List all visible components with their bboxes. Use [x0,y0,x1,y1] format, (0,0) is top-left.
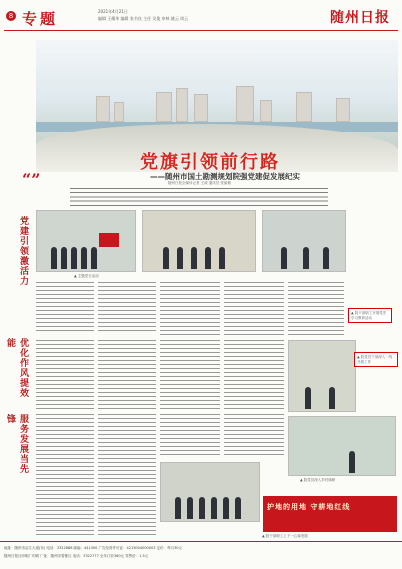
photo-person [187,497,193,519]
masthead: 随州日报 [330,10,390,26]
text-column [98,414,156,538]
hero-building [176,88,188,122]
text-column [224,282,284,336]
photo-training [262,210,346,272]
hero-building [260,100,272,122]
photo-person [61,247,67,269]
photo-team [160,462,260,522]
article-byline: 随州日报全媒体记者 王淑 通讯员 张丽楠 [168,181,231,185]
photo-person [329,387,335,409]
photo-person [281,247,287,269]
header-rule [4,30,398,31]
photo-person [191,247,197,269]
hero-building [296,92,312,122]
photo-person [91,247,97,269]
article-title: 党旗引领前行路 [140,152,280,173]
slogan-banner-photo: 护地的用地 守耕地红线 [263,496,397,532]
text-column [288,282,344,336]
section-heading-1: 党建引领激活力 [18,216,28,286]
page-header [0,0,402,38]
page-number: 8 [6,11,16,21]
photo-person [51,247,57,269]
photo-person [163,247,169,269]
photo-person [223,497,229,519]
hero-building [114,102,124,122]
photo-person [323,247,329,269]
photo-group-outdoor [142,210,256,272]
footer-line-1: 地址：随州市沿江大道(东) 电话：3322888 邮编：441300 广告经营许可证：4213004000003 定价：每月30元 [4,546,183,550]
hero-building [156,92,172,122]
photo-caption-2: ▲ 院党员深入乡村调研 [300,478,336,482]
lead-paragraph [70,188,328,206]
photo-person [71,247,77,269]
text-column [36,414,94,538]
text-column [98,340,156,410]
text-column [36,282,94,332]
photo-party-day [36,210,136,272]
date-line: 2021年4月21日 [98,9,128,14]
article-subtitle: ——随州市国土勘测规划院强党建促发展纪实 [150,172,300,181]
text-column [224,340,284,410]
text-column [160,414,220,456]
photo-person [199,497,205,519]
photo-caption-box-2: ▲ 院党员干部深入一线开展工作 [354,352,398,367]
photo-person [219,247,225,269]
photo-caption-3: ▲ 院干部职工上下一心谋发展 [262,534,308,538]
red-flag [99,233,119,247]
hero-building [96,96,110,122]
photo-caption-1: ▲ 主题党日活动 [74,274,99,278]
footer-line-2: 随州日报社印刷厂印刷 厂址：随州市曾都区 电话：3322777 全年订价360元 零售价：1.5元 [4,554,149,558]
page-footer [0,541,402,569]
photo-person [81,247,87,269]
hero-building [194,94,208,122]
section-heading-3: 服务发展当先锋 [5,414,28,474]
section-heading-2: 优化作风提效能 [5,338,28,398]
photo-gps-survey [288,416,396,476]
photo-person [205,247,211,269]
hero-building [236,86,254,122]
text-column [98,282,156,332]
text-column [36,340,94,410]
photo-person [349,451,355,473]
photo-person [305,387,311,409]
photo-person [303,247,309,269]
photo-person [177,247,183,269]
text-column [224,414,284,456]
photo-field-survey [288,340,356,412]
editor-line: 编辑 王耀华 编辑 张书良 主任 吴俊 审核 姚云 周云 [98,16,189,21]
photo-person [211,497,217,519]
text-column [160,340,220,410]
photo-caption-box-1: ▲ 院干部职工开展党史学习教育活动 [348,308,392,323]
quote-mark: “” [22,170,41,189]
hero-building [336,98,350,122]
section-title: 专题 [22,10,59,28]
photo-person [175,497,181,519]
text-column [160,282,220,336]
photo-person [235,497,241,519]
